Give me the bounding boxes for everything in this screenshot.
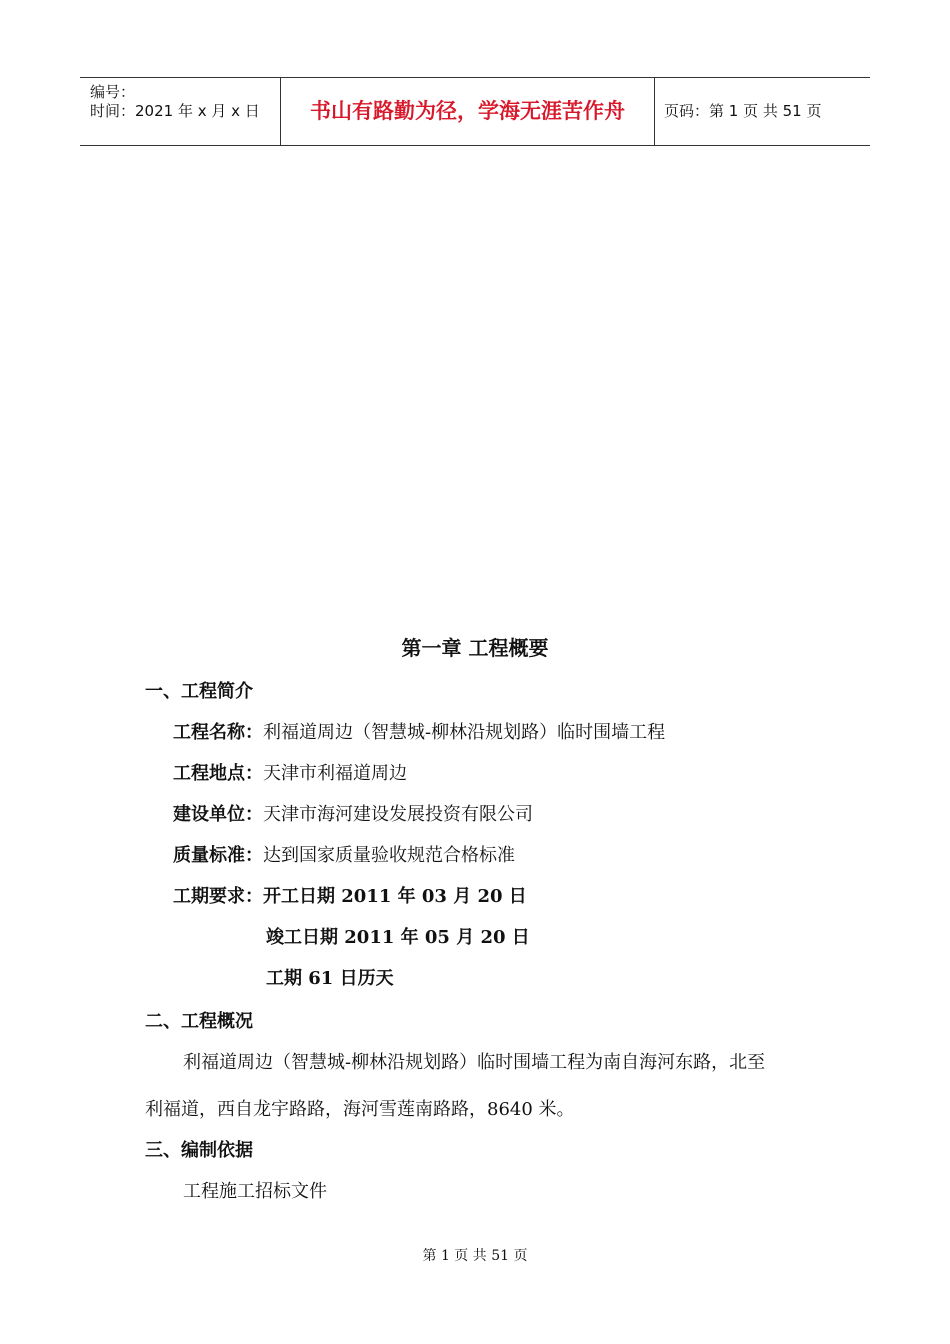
location-value: 天津市利福道周边 [263, 763, 407, 784]
overview-line-2: 利福道，西自龙宇路路，海河雪莲南路路，8640 米。 [145, 1099, 575, 1120]
header-page-info: 页码：第 1 页 共 51 页 [664, 102, 822, 120]
start-date: 开工日期 2011 年 03 月 20 日 [263, 886, 527, 907]
page-footer: 第 1 页 共 51 页 [422, 1248, 528, 1264]
chapter-title: 第一章 工程概要 [401, 636, 549, 660]
owner-label: 建设单位： [173, 804, 263, 825]
quality-label: 质量标准： [173, 845, 263, 866]
basis-item: 工程施工招标文件 [183, 1181, 327, 1202]
duration: 工期 61 日历天 [266, 968, 394, 989]
motto-text: 书山有路勤为径，学海无涯苦作舟 [310, 99, 625, 123]
header-motto-cell [281, 78, 655, 145]
document-code-label: 编号： [90, 83, 136, 101]
period-label: 工期要求： [173, 886, 263, 907]
location-label: 工程地点： [173, 763, 263, 784]
owner-value: 天津市海河建设发展投资有限公司 [263, 804, 533, 825]
location-row [173, 759, 407, 785]
period-row [173, 882, 527, 908]
project-name-value: 利福道周边（智慧城-柳林沿规划路）临时围墙工程 [263, 722, 666, 743]
quality-row [173, 841, 515, 867]
owner-row [173, 800, 533, 826]
project-name-label: 工程名称： [173, 722, 263, 743]
document-time: 时间：2021 年 x 月 x 日 [90, 102, 260, 120]
page-header [80, 77, 870, 146]
section-title-intro: 一、工程简介 [145, 681, 253, 702]
section-title-overview: 二、工程概况 [145, 1011, 253, 1032]
quality-value: 达到国家质量验收规范合格标准 [263, 845, 515, 866]
overview-line-1: 利福道周边（智慧城-柳林沿规划路）临时围墙工程为南自海河东路，北至 [183, 1052, 766, 1073]
finish-date: 竣工日期 2011 年 05 月 20 日 [266, 927, 530, 948]
header-meta-cell [80, 78, 281, 145]
project-name-row [173, 718, 665, 744]
section-title-basis: 三、编制依据 [145, 1140, 253, 1161]
